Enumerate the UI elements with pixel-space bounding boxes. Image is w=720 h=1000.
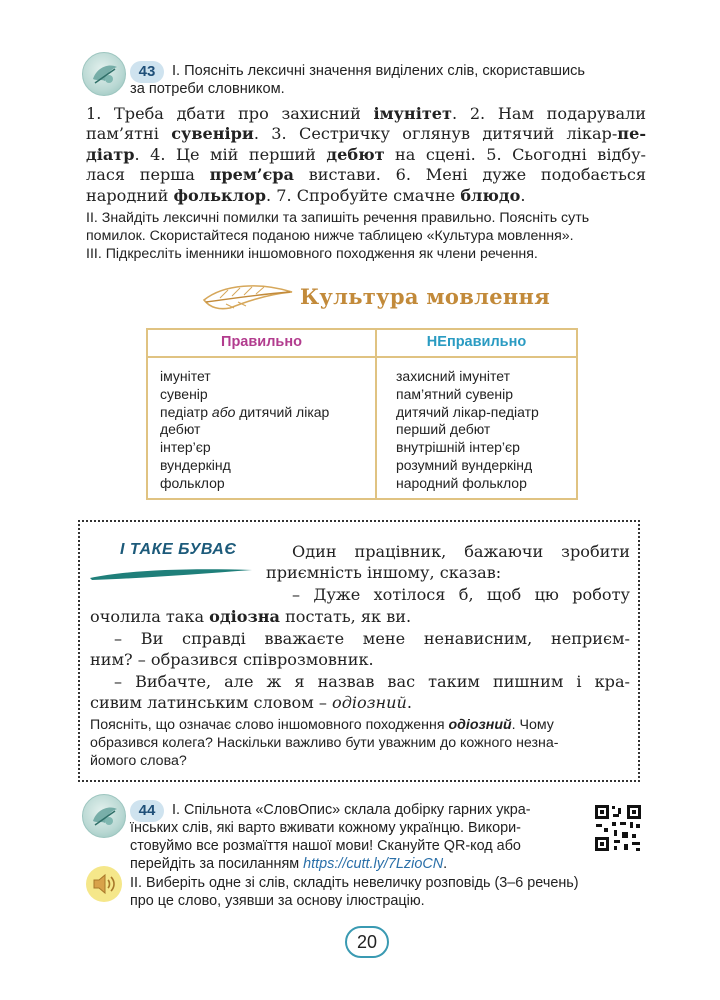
exercise-sentences	[86, 104, 646, 206]
list-item: вундеркінд	[160, 456, 231, 473]
column-correct-header: Правильно	[221, 334, 302, 350]
task-line: ІІ. Знайдіть лексичні помилки та запишіть речення правильно. Поясніть суть	[86, 210, 590, 226]
question-line: йомого слова?	[90, 753, 187, 769]
culture-table	[146, 328, 578, 500]
highlighted-word: блюдо	[460, 185, 521, 205]
highlighted-word: діатр	[86, 144, 135, 164]
list-item: народний фольклор	[396, 474, 527, 491]
sentence-line: пам’ятні сувеніри. 3. Сестричку оглянув дитячий лікар-пе-	[86, 124, 646, 144]
task-line: помилок. Скористайтеся поданою нижче таблицею «Культура мовлення».	[86, 228, 574, 244]
link-suffix: .	[443, 856, 448, 872]
correct-list	[160, 368, 329, 493]
highlighted-word: одіозна	[209, 607, 280, 626]
exercise-number: 43	[130, 61, 164, 83]
story-heading: І ТАКЕ БУВАЄ	[120, 541, 237, 558]
sentence-line: народний фольклор. 7. Спробуйте смачне блюдо.	[86, 185, 526, 205]
exercise-task-line: їнських слів, які варто вживати кожному українцю. Викори-	[130, 820, 521, 836]
exercise-task-line: за потреби словником.	[130, 81, 285, 97]
highlighted-word: фольклор	[173, 185, 267, 205]
story-line: – Ви справді вважаєте мене ненависним, неприєм-	[114, 629, 630, 648]
speaker-icon	[92, 873, 116, 895]
audio-button[interactable]	[86, 866, 122, 902]
highlighted-word: прем’єра	[209, 165, 294, 185]
sentence-line: 1. Треба дбати про захисний імунітет. 2. Нам подарували	[86, 104, 646, 123]
exercise-task-line: стовуймо все розмаїття нашої мови! Скануйте QR-код або	[130, 838, 521, 854]
list-item: дебют	[160, 421, 201, 438]
table-divider	[375, 330, 377, 498]
column-incorrect-header: НЕправильно	[426, 334, 527, 350]
list-item: дитячий лікар-педіатр	[396, 403, 539, 420]
highlighted-word: імунітет	[373, 104, 453, 123]
page-number: 20	[345, 926, 389, 958]
list-item: перший дебют	[396, 421, 491, 438]
task-line: ІІІ. Підкресліть іменники іншомовного походження як члени речення.	[86, 246, 538, 262]
question-line: образився колега? Наскільки важливо бути уважним до кожного незна-	[90, 735, 559, 751]
exercise-task-line: ІІ. Виберіть одне зі слів, складіть невеличку розповідь (3–6 речень)	[130, 875, 579, 891]
story-line: Один працівник, бажаючи зробити	[292, 542, 630, 561]
list-item: інтер’єр	[160, 439, 211, 456]
qr-link[interactable]: https://cutt.ly/7LzioCN	[303, 856, 444, 872]
story-line: очолила така одіозна постать, як ви.	[90, 607, 412, 626]
culture-title: Культура мовлення	[300, 284, 551, 309]
question-line: Поясніть, що означає слово іншомовного походження одіозний. Чому	[90, 717, 554, 733]
exercise-task-line	[130, 855, 447, 873]
story-line: – Вибачте, але ж я назвав вас таким пишним і кра-	[114, 672, 630, 691]
highlighted-word: пе-	[617, 124, 646, 144]
list-item: внутрішній інтер’єр	[396, 439, 520, 456]
incorrect-list	[396, 368, 539, 493]
story-line: сивим латинським словом – одіозний.	[90, 693, 412, 712]
link-label: перейдіть за посиланням	[130, 856, 300, 872]
exercise-tasks	[86, 209, 646, 263]
exercise-task-line: про це слово, узявши за основу ілюстрацію.	[130, 893, 425, 909]
feather-icon	[200, 278, 296, 318]
qr-code-icon[interactable]	[594, 804, 642, 852]
story-line: ним? – образився співрозмовник.	[90, 650, 374, 669]
story-line: – Дуже хотілося б, щоб цю роботу	[292, 585, 630, 604]
list-item: імунітет	[160, 368, 211, 384]
sentence-line: лася перша прем’єра вистави. 6. Мені дуже подобається	[86, 165, 646, 185]
highlighted-word: дебют	[326, 144, 385, 164]
exercise-emblem-icon	[82, 794, 126, 838]
story-question	[90, 716, 630, 770]
highlighted-word: сувеніри	[171, 124, 254, 144]
brush-stroke-icon	[88, 566, 254, 582]
exercise-task-line: І. Спільнота «СловОпис» склала добірку гарних укра-	[172, 802, 531, 818]
list-item: розумний вундеркінд	[396, 456, 533, 473]
list-item: пам’ятний сувенір	[396, 385, 514, 402]
list-item: педіатр або дитячий лікар	[160, 403, 330, 420]
list-item: фольклор	[160, 474, 225, 491]
exercise-emblem-icon	[82, 52, 126, 96]
sentence-line: діатр. 4. Це мій перший дебют на сцені. 5. Сьогодні відбу-	[86, 144, 646, 164]
story-line: приємність іншому, сказав:	[266, 563, 502, 582]
highlighted-word: одіозний	[332, 693, 407, 712]
exercise-number: 44	[130, 800, 164, 822]
list-item: сувенір	[160, 385, 208, 402]
list-item: захисний імунітет	[396, 368, 511, 384]
exercise-task-line: І. Поясніть лексичні значення виділених слів, скориставшись	[172, 63, 585, 79]
